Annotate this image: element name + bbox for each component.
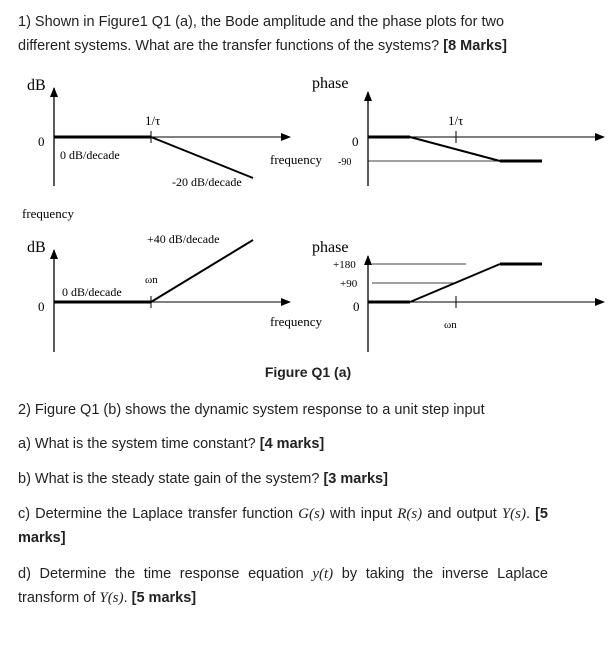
transfer-function-symbol: G(s) bbox=[298, 506, 325, 522]
x-label: frequency bbox=[270, 314, 322, 329]
bode-magnitude-first-order bbox=[22, 77, 290, 221]
time-response-symbol: y(t) bbox=[312, 566, 334, 582]
plus180-label: +180 bbox=[333, 259, 356, 271]
seg1-label: 0 dB/decade bbox=[60, 148, 120, 162]
question-2d-text2: by taking the inverse Laplace transform of bbox=[18, 566, 548, 606]
bode-phase-second-order bbox=[270, 239, 604, 352]
y-label: phase bbox=[312, 239, 349, 256]
y-label: dB bbox=[27, 239, 46, 256]
seg2-label: +40 dB/decade bbox=[147, 232, 220, 246]
question-2c-text4: . bbox=[526, 506, 531, 522]
output-symbol: Y(s) bbox=[501, 506, 527, 522]
bode-phase-first-order bbox=[270, 75, 604, 186]
x-label: frequency bbox=[270, 152, 322, 167]
zero-label: 0 bbox=[38, 299, 45, 314]
question-2d-text3: . bbox=[123, 590, 128, 606]
question-2a-marks: [4 marks] bbox=[259, 436, 325, 452]
x-label: frequency bbox=[22, 206, 74, 221]
minus90-label: -90 bbox=[338, 157, 352, 168]
question-1-marks: [8 Marks] bbox=[443, 38, 507, 54]
seg1-label: 0 dB/decade bbox=[62, 285, 122, 299]
question-2c bbox=[18, 502, 548, 550]
question-2b-text: b) What is the steady state gain of the system? bbox=[18, 471, 320, 487]
output-laplace-symbol: Y(s) bbox=[99, 590, 124, 606]
question-1-text: 1) Shown in Figure1 Q1 (a), the Bode amplitude and the phase plots for two different systems. What are the transfer functions of the systems? bbox=[18, 14, 505, 54]
seg2-label: -20 dB/decade bbox=[172, 175, 242, 189]
question-2c-text3: and output bbox=[427, 506, 497, 522]
y-label: dB bbox=[27, 77, 46, 94]
zero-label: 0 bbox=[352, 134, 359, 149]
question-2b bbox=[18, 467, 548, 491]
question-2a-text: a) What is the system time constant? bbox=[18, 436, 256, 452]
zero-label: 0 bbox=[353, 299, 360, 314]
question-2d-marks: [5 marks] bbox=[131, 590, 197, 606]
question-2c-marks: [5 marks] bbox=[18, 506, 548, 546]
rolloff-asymptote bbox=[151, 137, 253, 178]
bode-magnitude-second-order bbox=[27, 232, 290, 352]
question-2-intro bbox=[18, 398, 548, 422]
y-label: phase bbox=[312, 75, 349, 92]
question-2-intro-text: 2) Figure Q1 (b) shows the dynamic system response to a unit step input bbox=[18, 402, 485, 418]
question-2c-text1: c) Determine the Laplace transfer function bbox=[18, 506, 294, 522]
question-2a bbox=[18, 432, 548, 456]
question-2d bbox=[18, 562, 548, 610]
zero-label: 0 bbox=[38, 134, 45, 149]
question-2c-text2: with input bbox=[329, 506, 393, 522]
figure-caption: Figure Q1 (a) bbox=[264, 364, 352, 380]
break-label: 1/τ bbox=[145, 113, 161, 128]
question-2d-text1: d) Determine the time response equation bbox=[18, 566, 304, 582]
transition-segment bbox=[410, 137, 500, 161]
rise-asymptote bbox=[151, 240, 253, 302]
input-symbol: R(s) bbox=[397, 506, 423, 522]
break-label: 1/τ bbox=[448, 113, 464, 128]
break-label: ωn bbox=[444, 319, 457, 331]
question-2b-marks: [3 marks] bbox=[323, 471, 388, 487]
plus90-label: +90 bbox=[340, 278, 358, 290]
break-label: ωn bbox=[145, 274, 158, 286]
